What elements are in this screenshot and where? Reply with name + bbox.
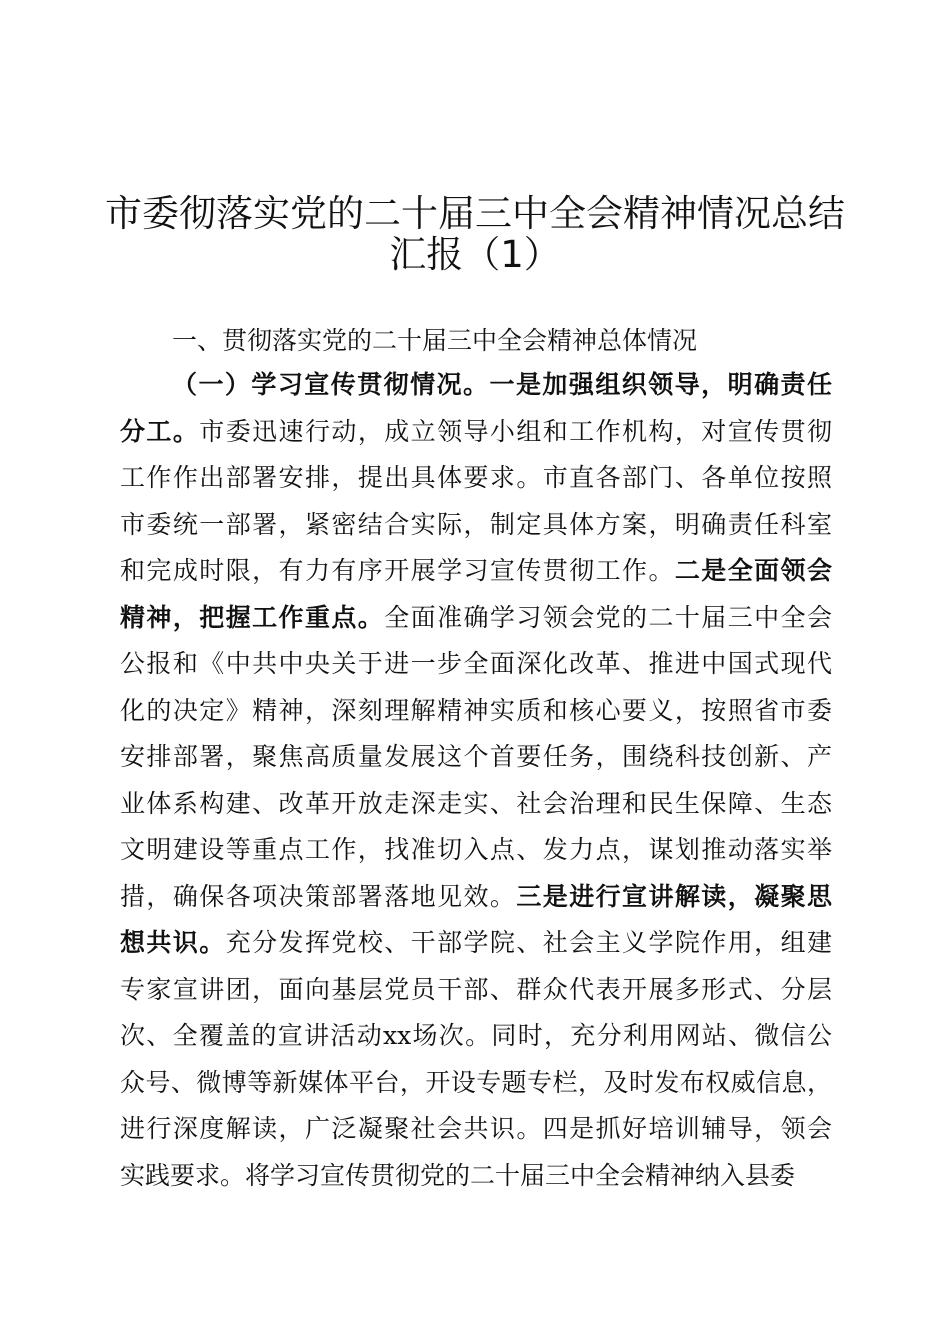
document-title-line-1: 市委彻落实党的二十届三中全会精神情况总结 [105,192,845,235]
paragraph-line [120,409,832,456]
paragraph-1 [120,362,832,1199]
paragraph-line [120,595,832,642]
paragraph-line: 公报和《中共中央关于进一步全面深化改革、推进中国式现代 [120,649,832,678]
body-text: 全面准确学习领会党的二十届三中全会 [384,602,832,632]
paragraph-line: 化的决定》精神，深刻理解精神实质和核心要义，按照省市委 [120,695,832,725]
paragraph-line: 市委统一部署，紧密结合实际，制定具体方案，明确责任科室 [120,509,832,539]
paragraph-line [120,874,832,921]
section-heading-1: 一、贯彻落实党的二十届三中全会精神总体情况 [172,326,698,355]
paragraph-line [120,548,832,595]
paragraph-line: 工作作出部署安排，提出具体要求。市直各部门、各单位按照 [120,463,832,492]
paragraph-line [120,920,832,967]
paragraph-line: 文明建设等重点工作，找准切入点、发力点，谋划推动落实举 [120,835,832,864]
body-text: 充分发挥党校、干部学院、社会主义学院作用，组建 [225,928,832,957]
paragraph-line [120,362,832,409]
paragraph-line: 次、全覆盖的宣讲活动xx场次。同时，充分利用网站、微信公 [120,1021,832,1050]
body-text: 措，确保各项决策部署落地见效。 [120,881,517,911]
paragraph-line: 进行深度解读，广泛凝聚社会共识。四是抓好培训辅导，领会 [120,1114,832,1143]
paragraph-line: 实践要求。将学习宣传贯彻党的二十届三中全会精神纳入县委 [120,1160,796,1190]
body-text: 市委迅速行动，成立领导小组和工作机构，对宣传贯彻 [199,416,832,446]
bold-text: 三是进行宣讲解读，凝聚思 [516,881,832,911]
bold-text: 想共识。 [120,928,226,957]
paragraph-line: 业体系构建、改革开放走深走实、社会治理和民生保障、生态 [120,788,832,818]
bold-text: 二是全面领会 [674,556,832,585]
document-title-line-2: 汇报（1） [389,233,561,276]
paragraph-line: 专家宣讲团，面向基层党员干部、群众代表开展多形式、分层 [120,974,832,1004]
bold-text: 精神，把握工作重点。 [120,602,385,632]
bold-text: 分工。 [120,416,200,446]
paragraph-line: 安排部署，聚焦高质量发展这个首要任务，围绕科技创新、产 [120,742,832,771]
paragraph-line: 众号、微博等新媒体平台，开设专题专栏，及时发布权威信息， [120,1067,832,1097]
body-text: 和完成时限，有力有序开展学习宣传贯彻工作。 [120,556,675,585]
bold-text: （一）学习宣传贯彻情况。一是加强组织领导，明确责任 [172,370,832,399]
